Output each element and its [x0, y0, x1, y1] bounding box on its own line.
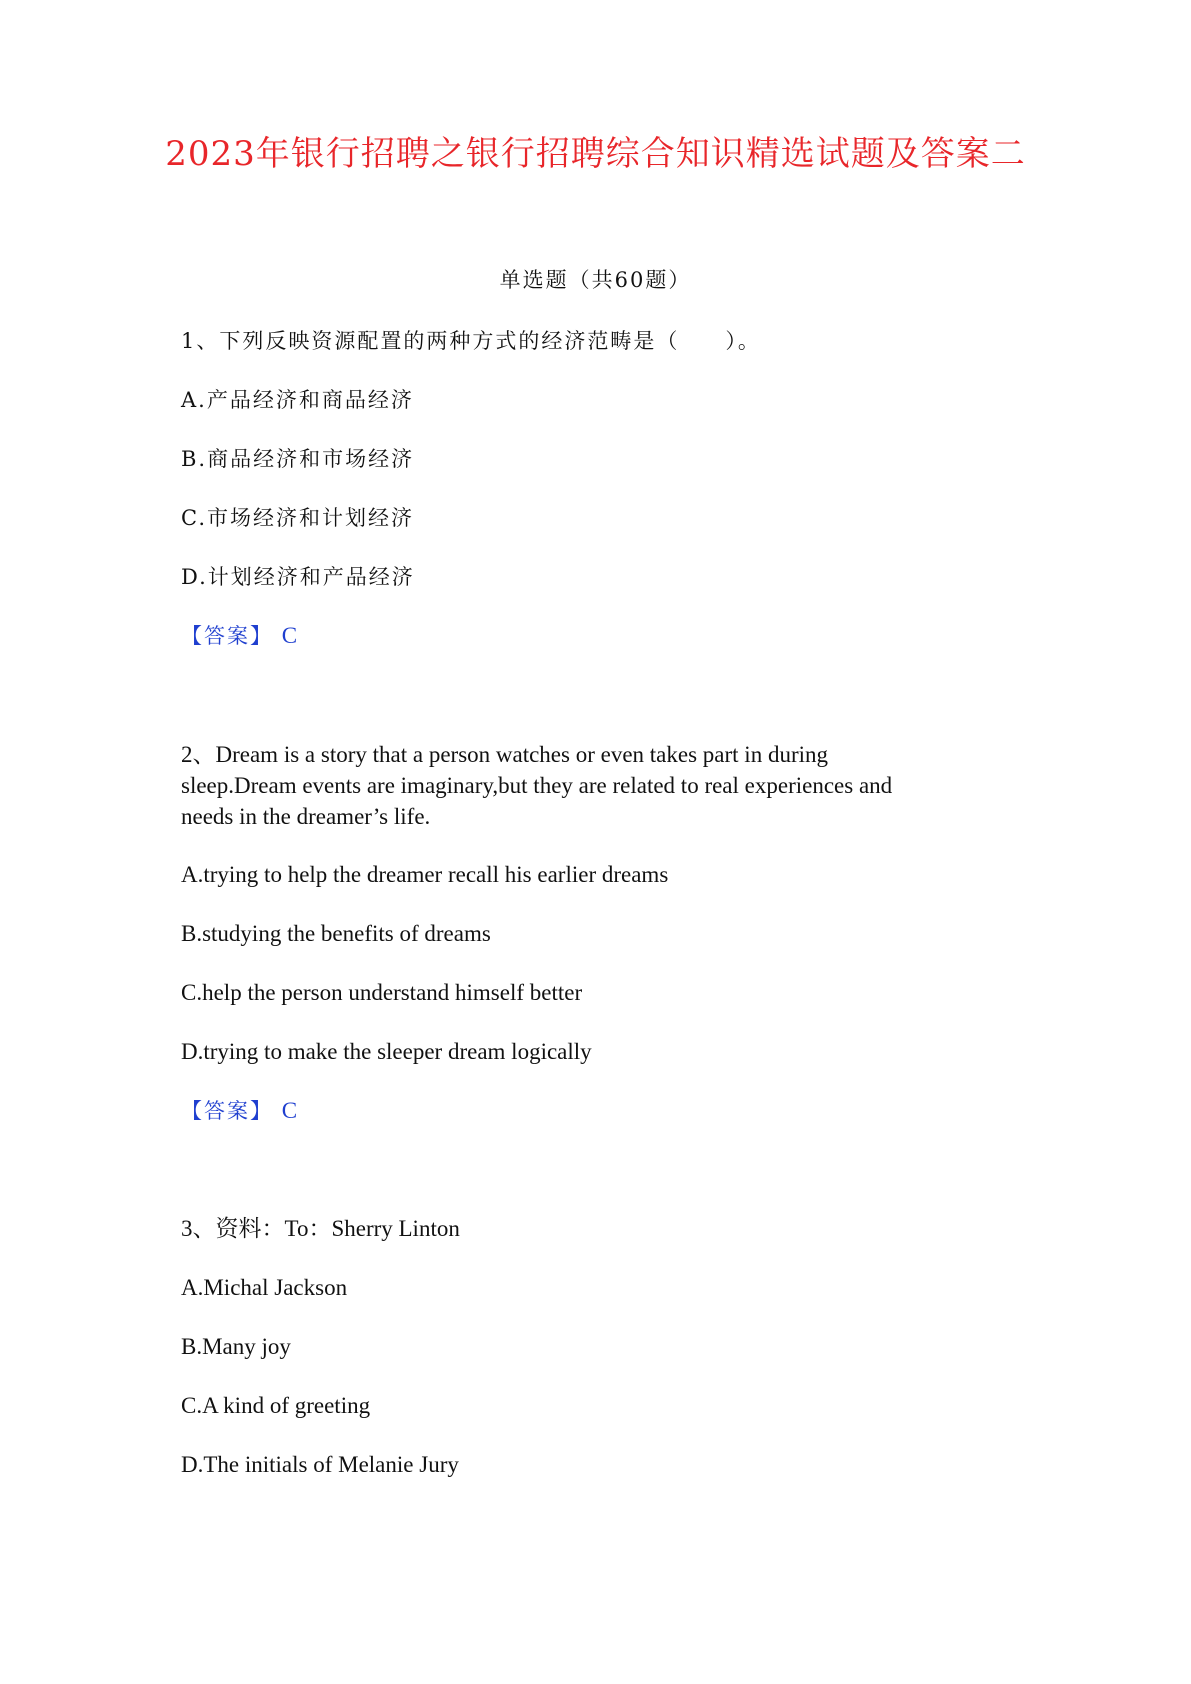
question-3-option-a: A.Michal Jackson — [181, 1275, 348, 1300]
question-1-option-b: B.商品经济和市场经济 — [181, 447, 415, 471]
question-1-answer — [181, 621, 297, 651]
section-heading: 单选题（共60题） — [499, 268, 692, 292]
question-1-answer-label: 【答案】 — [181, 624, 273, 648]
question-1-option-a: A.产品经济和商品经济 — [181, 388, 414, 412]
question-1-option-c: C.市场经济和计划经济 — [181, 506, 414, 530]
question-3-option-b: B.Many joy — [181, 1334, 291, 1359]
question-2-answer — [181, 1096, 297, 1126]
question-2-stem: 2、Dream is a story that a person watches or even takes part in during sleep.Dream events are imaginary,but they are related to real experiences and needs in the dreamer’s life. — [181, 742, 893, 829]
question-2-option-a: A.trying to help the dreamer recall his earlier dreams — [181, 862, 669, 887]
question-2-option-c: C.help the person understand himself better — [181, 980, 583, 1005]
question-1-option-d: D.计划经济和产品经济 — [181, 565, 415, 589]
question-2-answer-value: C — [281, 1098, 298, 1123]
question-3-option-d: D.The initials of Melanie Jury — [181, 1452, 459, 1477]
question-2-answer-label: 【答案】 — [181, 1099, 273, 1123]
question-2-option-b: B.studying the benefits of dreams — [181, 921, 491, 946]
question-3-stem: 3、资料：To：Sherry Linton — [181, 1216, 460, 1241]
question-3-option-c: C.A kind of greeting — [181, 1393, 371, 1418]
document-title: 2023年银行招聘之银行招聘综合知识精选试题及答案二 — [165, 134, 1026, 174]
question-1-answer-value: C — [281, 623, 298, 648]
question-1-stem: 1、下列反映资源配置的两种方式的经济范畴是（ ）。 — [181, 329, 761, 353]
question-2-option-d: D.trying to make the sleeper dream logically — [181, 1039, 592, 1064]
